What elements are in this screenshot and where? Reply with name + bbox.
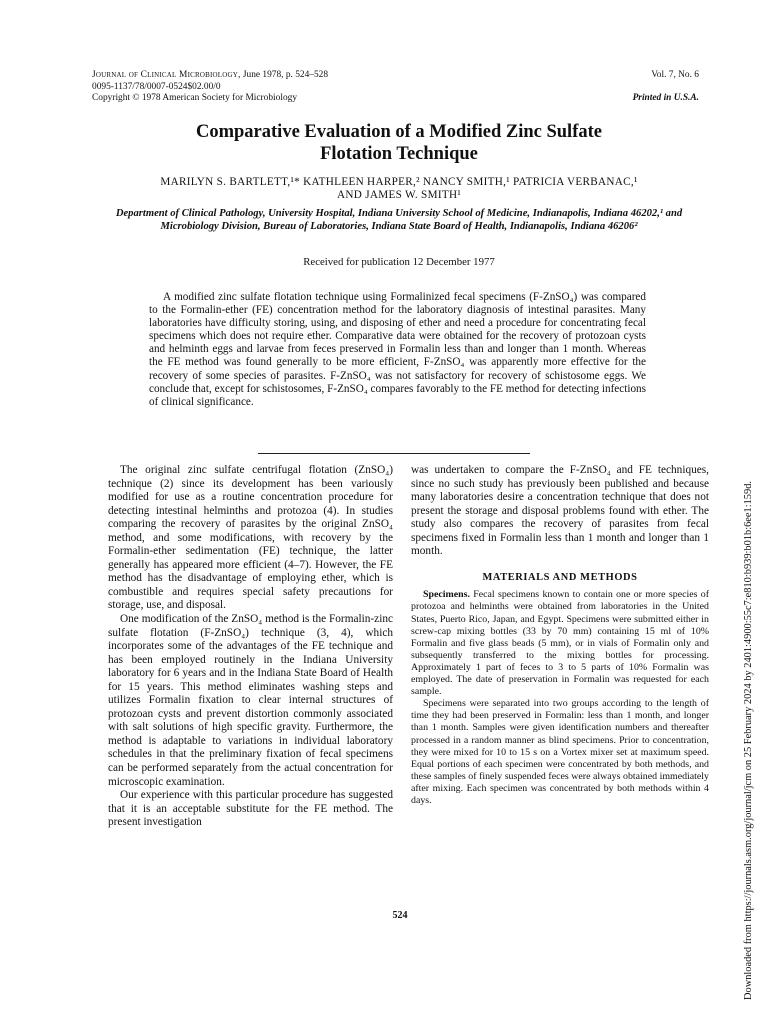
author-list [92, 176, 706, 202]
volume-header [479, 70, 699, 105]
intro-paragraph-3: Our experience with this particular procedure has suggested that it is an acceptable substitute for the FE method. The present investigation [108, 789, 393, 829]
issue-date-pages: June 1978, p. 524–528 [242, 70, 329, 80]
copyright-line: Copyright © 1978 American Society for Microbiology [92, 93, 298, 104]
authors-line-1: MARILYN S. BARTLETT,¹* KATHLEEN HARPER,² NANCY SMITH,¹ PATRICIA VERBANAC,¹ [160, 176, 638, 188]
printed-in: Printed in U.S.A. [632, 93, 699, 104]
left-column [108, 464, 393, 830]
intro-paragraph-2: One modification of the ZnSO₄ method is the Formalin-zinc sulfate flotation (F-ZnSO₄) technique (3, 4), which incorporates some of the advantages of the FE technique and has been employed routinely in the Indiana University laboratory for 6 years and in the Indiana State Board of Health for 15 years. This method eliminates washing steps and utilizes Formalin fixation to clear internal structures of protozoan cysts and prevent distortion commonly associated with salt solutions of high specific gravity. Furthermore, the method is adaptable to variations in individual laboratory schedules in that the preliminary fixation of fecal specimens can be performed separately from the actual concentration for microscopic examination. [108, 613, 393, 788]
intro-continuation: was undertaken to compare the F-ZnSO₄ and FE techniques, since no such study has previously been published and because many laboratories desire a concentration technique that does not present the storage and disposal problems found with ether. The study also compares the recovery of parasites from fecal specimens fixed in Formalin less than 1 month and longer than 1 month. [411, 464, 709, 558]
article-code: 0095-1137/78/0007-0524$02.00/0 [92, 81, 221, 92]
journal-header [92, 70, 452, 105]
affiliations: Department of Clinical Pathology, University Hospital, Indiana University School of Medicine, Indianapolis, Indiana 46202,¹ and Microbiology Division, Bureau of Laboratories, Indiana State Board of Health, Indianapolis, Indiana 46206² [115, 208, 683, 232]
abstract-divider [258, 453, 530, 454]
specimens-paragraph-text: Fecal specimens known to contain one or more species of protozoa and helminths were obtained from laboratories in the United States, Puerto Rico, Japan, and Egypt. Specimens were submitted either in screw-cap mixing bottles (33 by 70 mm) containing 15 ml of 10% Formalin and five glass beads (5 mm), or in vials of Formalin only and subsequently transferred to the mixing bottles for processing. Approximately 1 part of feces to 3 to 5 parts of 10% Formalin was employed. The date of preservation in Formalin was requested for each sample. [411, 589, 709, 698]
right-column [411, 464, 709, 807]
specimens-paragraph-2: Specimens were separated into two groups according to the length of time they had been preserved in Formalin: less than 1 month, and longer than 1 month. Samples were given identification numbers and thereafter processed in a random manner as blind specimens. Prior to concentration, they were mixed for 10 to 15 s on a Vortex mixer set at maximum speed. Equal portions of each specimen were concentrated by both methods, and these samples of finely suspended feces were always obtained immediately after mixing. Each specimen was concentrated by both methods within 4 days. [411, 698, 709, 806]
article-title-line-2: Flotation Technique [320, 144, 478, 164]
article-title [92, 121, 706, 165]
section-heading-methods: MATERIALS AND METHODS [482, 571, 638, 583]
download-watermark: Downloaded from https://journals.asm.org/journal/jcm on 25 February 2024 by 2401:4900:55c7:e810:b939:b01b:6ee1:159d. [743, 481, 754, 1000]
journal-name: Journal of Clinical Microbiology, [92, 70, 241, 80]
received-date: Received for publication 12 December 1977 [303, 256, 495, 268]
abstract: A modified zinc sulfate flotation technique using Formalinized fecal specimens (F-ZnSO₄) was compared to the Formalin-ether (FE) concentration method for the laboratory diagnosis of intestinal parasites. Many laboratories have difficulty storing, using, and disposing of ether and need a procedure for concentrating fecal specimens which does not require ether. Comparative data were obtained for the recovery of protozoan cysts and helminth eggs and larvae from feces preserved in Formalin less than and longer than 1 month. Whereas the FE method was found generally to be more efficient, F-ZnSO₄ was apparently more effective for the recovery of some species of parasites. F-ZnSO₄ was not satisfactory for recovery of schistosome eggs. We conclude that, except for schistosomes, F-ZnSO₄ compares favorably to the FE method for detecting infections of clinical significance. [149, 291, 646, 408]
intro-paragraph-1: The original zinc sulfate centrifugal flotation (ZnSO₄) technique (2) since its development has been variously modified for use as a routine concentration procedure for detecting intestinal helminths and protozoa (4). In studies comparing the recovery of parasites by the original ZnSO₄ method, and some modifications, with recovery by the Formalin-ether sedimentation (FE) technique, the latter generally has appeared more efficient (4–7). However, the FE method has the disadvantage of employing ether, which is combustible and requires special safety precautions for storage, use, and disposal. [108, 464, 393, 612]
article-title-line-1: Comparative Evaluation of a Modified Zinc Sulfate [196, 122, 602, 142]
specimens-run-in-heading: Specimens. [423, 589, 470, 601]
volume-issue: Vol. 7, No. 6 [651, 70, 699, 80]
page-number: 524 [392, 910, 408, 921]
authors-line-2: AND JAMES W. SMITH¹ [336, 189, 462, 201]
specimens-paragraph [411, 589, 709, 698]
